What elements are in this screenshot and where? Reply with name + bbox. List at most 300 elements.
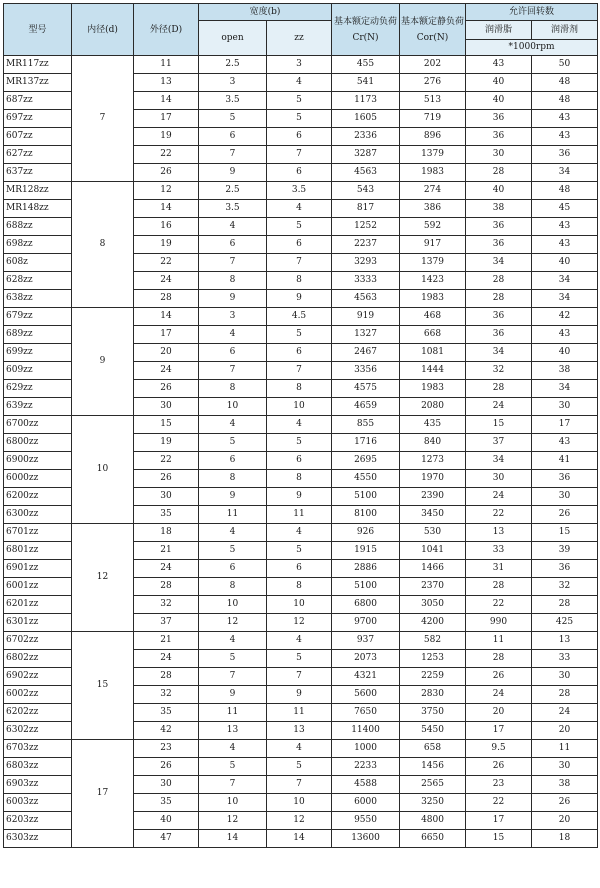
cell-width-zz: 9 — [267, 686, 332, 704]
cell-dynamic-load: 2233 — [332, 758, 400, 776]
cell-model: MR128zz — [4, 182, 72, 200]
cell-width-open: 10 — [199, 596, 267, 614]
cell-width-zz: 7 — [267, 146, 332, 164]
cell-width-open: 7 — [199, 668, 267, 686]
cell-dynamic-load: 11400 — [332, 722, 400, 740]
table-header — [4, 4, 598, 56]
header-width-zz: zz — [267, 21, 332, 56]
cell-model: 6300zz — [4, 506, 72, 524]
table-row — [4, 182, 598, 200]
cell-static-load: 2370 — [400, 578, 466, 596]
cell-static-load: 1253 — [400, 650, 466, 668]
cell-width-open: 5 — [199, 758, 267, 776]
cell-model: 6802zz — [4, 650, 72, 668]
cell-dynamic-load: 13600 — [332, 830, 400, 848]
cell-speed-oil: 34 — [532, 380, 598, 398]
cell-speed-grease: 40 — [466, 92, 532, 110]
cell-width-open: 12 — [199, 614, 267, 632]
cell-speed-grease: 22 — [466, 506, 532, 524]
cell-speed-grease: 22 — [466, 596, 532, 614]
cell-model: 697zz — [4, 110, 72, 128]
cell-width-zz: 3.5 — [267, 182, 332, 200]
cell-dynamic-load: 2237 — [332, 236, 400, 254]
cell-width-open: 5 — [199, 650, 267, 668]
table-row — [4, 416, 598, 434]
cell-width-zz: 8 — [267, 470, 332, 488]
cell-model: 6200zz — [4, 488, 72, 506]
cell-outer-diameter: 30 — [134, 398, 199, 416]
header-oil: 润滑剂 — [532, 21, 598, 40]
cell-width-open: 9 — [199, 164, 267, 182]
cell-model: 6800zz — [4, 434, 72, 452]
cell-width-open: 7 — [199, 254, 267, 272]
cell-width-open: 4 — [199, 740, 267, 758]
cell-dynamic-load: 9700 — [332, 614, 400, 632]
cell-speed-oil: 24 — [532, 704, 598, 722]
cell-width-zz: 5 — [267, 218, 332, 236]
cell-model: MR117zz — [4, 56, 72, 74]
cell-model: 6702zz — [4, 632, 72, 650]
cell-speed-oil: 43 — [532, 326, 598, 344]
cell-width-open: 14 — [199, 830, 267, 848]
cell-model: 6302zz — [4, 722, 72, 740]
cell-width-open: 5 — [199, 434, 267, 452]
cell-model: 638zz — [4, 290, 72, 308]
cell-width-open: 3.5 — [199, 200, 267, 218]
cell-width-open: 10 — [199, 398, 267, 416]
cell-static-load: 2565 — [400, 776, 466, 794]
cell-speed-oil: 43 — [532, 128, 598, 146]
header-dynamic-load: 基本额定动负荷 Cr(N) — [332, 4, 400, 56]
table-row — [4, 632, 598, 650]
cell-outer-diameter: 47 — [134, 830, 199, 848]
cell-static-load: 435 — [400, 416, 466, 434]
cell-width-open: 5 — [199, 542, 267, 560]
cell-dynamic-load: 6000 — [332, 794, 400, 812]
cell-outer-diameter: 28 — [134, 290, 199, 308]
cell-width-open: 2.5 — [199, 56, 267, 74]
cell-speed-grease: 36 — [466, 110, 532, 128]
cell-speed-grease: 36 — [466, 218, 532, 236]
cell-width-open: 4 — [199, 632, 267, 650]
cell-outer-diameter: 32 — [134, 686, 199, 704]
cell-speed-grease: 26 — [466, 758, 532, 776]
cell-speed-oil: 42 — [532, 308, 598, 326]
cell-width-open: 9 — [199, 686, 267, 704]
cell-static-load: 1273 — [400, 452, 466, 470]
cell-static-load: 658 — [400, 740, 466, 758]
cell-width-zz: 5 — [267, 92, 332, 110]
cell-model: 6700zz — [4, 416, 72, 434]
cell-dynamic-load: 2073 — [332, 650, 400, 668]
cell-speed-grease: 11 — [466, 632, 532, 650]
header-width-open: open — [199, 21, 267, 56]
cell-speed-grease: 24 — [466, 488, 532, 506]
cell-static-load: 5450 — [400, 722, 466, 740]
cell-width-zz: 5 — [267, 542, 332, 560]
cell-width-open: 3 — [199, 74, 267, 92]
cell-outer-diameter: 11 — [134, 56, 199, 74]
cell-width-zz: 4 — [267, 200, 332, 218]
header-outer-diameter: 外径(D) — [134, 4, 199, 56]
cell-outer-diameter: 42 — [134, 722, 199, 740]
cell-speed-grease: 20 — [466, 704, 532, 722]
cell-speed-grease: 28 — [466, 578, 532, 596]
cell-outer-diameter: 37 — [134, 614, 199, 632]
cell-dynamic-load: 3333 — [332, 272, 400, 290]
cell-speed-oil: 33 — [532, 650, 598, 668]
cell-model: 6701zz — [4, 524, 72, 542]
cell-width-open: 4 — [199, 218, 267, 236]
cell-outer-diameter: 30 — [134, 488, 199, 506]
cell-speed-oil: 30 — [532, 398, 598, 416]
cell-width-open: 6 — [199, 344, 267, 362]
cell-speed-grease: 15 — [466, 416, 532, 434]
cell-outer-diameter: 19 — [134, 128, 199, 146]
cell-speed-grease: 15 — [466, 830, 532, 848]
cell-width-open: 10 — [199, 794, 267, 812]
cell-width-zz: 13 — [267, 722, 332, 740]
cell-speed-oil: 45 — [532, 200, 598, 218]
cell-speed-grease: 36 — [466, 128, 532, 146]
cell-dynamic-load: 9550 — [332, 812, 400, 830]
cell-speed-grease: 36 — [466, 308, 532, 326]
cell-width-zz: 9 — [267, 488, 332, 506]
cell-static-load: 668 — [400, 326, 466, 344]
bearing-spec-table — [3, 3, 598, 848]
cell-width-zz: 5 — [267, 326, 332, 344]
cell-width-open: 4 — [199, 326, 267, 344]
header-speed-unit: *1000rpm — [466, 40, 598, 56]
cell-speed-grease: 43 — [466, 56, 532, 74]
cell-width-zz: 4 — [267, 74, 332, 92]
cell-model: 679zz — [4, 308, 72, 326]
cell-width-zz: 7 — [267, 668, 332, 686]
cell-dynamic-load: 543 — [332, 182, 400, 200]
cell-static-load: 1970 — [400, 470, 466, 488]
table-row — [4, 524, 598, 542]
cell-inner-diameter: 10 — [72, 416, 134, 524]
cell-speed-grease: 33 — [466, 542, 532, 560]
cell-speed-oil: 30 — [532, 488, 598, 506]
cell-speed-oil: 26 — [532, 794, 598, 812]
cell-static-load: 1456 — [400, 758, 466, 776]
cell-outer-diameter: 17 — [134, 326, 199, 344]
cell-dynamic-load: 1327 — [332, 326, 400, 344]
cell-static-load: 719 — [400, 110, 466, 128]
cell-width-open: 9 — [199, 290, 267, 308]
cell-outer-diameter: 26 — [134, 470, 199, 488]
cell-speed-oil: 43 — [532, 236, 598, 254]
cell-static-load: 513 — [400, 92, 466, 110]
cell-model: 6902zz — [4, 668, 72, 686]
cell-width-open: 6 — [199, 236, 267, 254]
cell-dynamic-load: 937 — [332, 632, 400, 650]
cell-model: 698zz — [4, 236, 72, 254]
cell-width-zz: 10 — [267, 794, 332, 812]
cell-speed-oil: 28 — [532, 596, 598, 614]
cell-static-load: 3750 — [400, 704, 466, 722]
cell-speed-grease: 28 — [466, 290, 532, 308]
cell-width-open: 12 — [199, 812, 267, 830]
cell-speed-grease: 30 — [466, 146, 532, 164]
cell-model: 6703zz — [4, 740, 72, 758]
cell-dynamic-load: 6800 — [332, 596, 400, 614]
cell-speed-oil: 15 — [532, 524, 598, 542]
cell-width-open: 6 — [199, 560, 267, 578]
cell-model: 637zz — [4, 164, 72, 182]
cell-dynamic-load: 5100 — [332, 578, 400, 596]
cell-model: 6303zz — [4, 830, 72, 848]
cell-width-open: 8 — [199, 470, 267, 488]
cell-dynamic-load: 455 — [332, 56, 400, 74]
cell-outer-diameter: 19 — [134, 434, 199, 452]
cell-static-load: 4800 — [400, 812, 466, 830]
cell-static-load: 3250 — [400, 794, 466, 812]
cell-width-open: 7 — [199, 776, 267, 794]
table-row — [4, 56, 598, 74]
cell-width-zz: 12 — [267, 812, 332, 830]
cell-static-load: 1041 — [400, 542, 466, 560]
cell-static-load: 468 — [400, 308, 466, 326]
cell-outer-diameter: 28 — [134, 668, 199, 686]
cell-outer-diameter: 12 — [134, 182, 199, 200]
cell-model: 607zz — [4, 128, 72, 146]
cell-dynamic-load: 2467 — [332, 344, 400, 362]
cell-speed-oil: 34 — [532, 164, 598, 182]
cell-width-open: 8 — [199, 578, 267, 596]
cell-static-load: 6650 — [400, 830, 466, 848]
cell-dynamic-load: 1716 — [332, 434, 400, 452]
cell-speed-grease: 37 — [466, 434, 532, 452]
cell-speed-oil: 48 — [532, 92, 598, 110]
cell-model: 699zz — [4, 344, 72, 362]
cell-width-zz: 11 — [267, 506, 332, 524]
cell-speed-oil: 36 — [532, 146, 598, 164]
cell-speed-grease: 34 — [466, 452, 532, 470]
cell-static-load: 1466 — [400, 560, 466, 578]
cell-width-open: 8 — [199, 380, 267, 398]
cell-static-load: 1423 — [400, 272, 466, 290]
cell-width-zz: 4.5 — [267, 308, 332, 326]
cell-speed-oil: 43 — [532, 110, 598, 128]
cell-model: 628zz — [4, 272, 72, 290]
cell-width-zz: 6 — [267, 344, 332, 362]
cell-speed-oil: 18 — [532, 830, 598, 848]
cell-width-open: 7 — [199, 146, 267, 164]
cell-outer-diameter: 18 — [134, 524, 199, 542]
cell-speed-oil: 32 — [532, 578, 598, 596]
cell-model: 609zz — [4, 362, 72, 380]
cell-width-zz: 6 — [267, 236, 332, 254]
cell-speed-oil: 17 — [532, 416, 598, 434]
cell-speed-oil: 40 — [532, 344, 598, 362]
cell-outer-diameter: 24 — [134, 560, 199, 578]
cell-dynamic-load: 2695 — [332, 452, 400, 470]
cell-width-zz: 8 — [267, 380, 332, 398]
cell-dynamic-load: 855 — [332, 416, 400, 434]
cell-outer-diameter: 28 — [134, 578, 199, 596]
cell-speed-oil: 48 — [532, 182, 598, 200]
cell-dynamic-load: 4563 — [332, 290, 400, 308]
cell-inner-diameter: 7 — [72, 56, 134, 182]
cell-model: 6202zz — [4, 704, 72, 722]
cell-static-load: 530 — [400, 524, 466, 542]
cell-outer-diameter: 21 — [134, 632, 199, 650]
header-grease: 润滑脂 — [466, 21, 532, 40]
cell-speed-grease: 38 — [466, 200, 532, 218]
header-width: 宽度(b) — [199, 4, 332, 21]
cell-outer-diameter: 13 — [134, 74, 199, 92]
cell-dynamic-load: 1000 — [332, 740, 400, 758]
cell-outer-diameter: 20 — [134, 344, 199, 362]
cell-width-zz: 4 — [267, 632, 332, 650]
cell-inner-diameter: 8 — [72, 182, 134, 308]
cell-width-zz: 4 — [267, 740, 332, 758]
cell-width-zz: 6 — [267, 128, 332, 146]
cell-model: 629zz — [4, 380, 72, 398]
cell-dynamic-load: 3287 — [332, 146, 400, 164]
cell-outer-diameter: 17 — [134, 110, 199, 128]
cell-width-open: 11 — [199, 704, 267, 722]
cell-width-open: 2.5 — [199, 182, 267, 200]
cell-speed-grease: 40 — [466, 74, 532, 92]
cell-model: 6203zz — [4, 812, 72, 830]
cell-static-load: 386 — [400, 200, 466, 218]
cell-static-load: 592 — [400, 218, 466, 236]
cell-speed-grease: 30 — [466, 470, 532, 488]
cell-dynamic-load: 5600 — [332, 686, 400, 704]
cell-speed-oil: 38 — [532, 362, 598, 380]
cell-model: 6803zz — [4, 758, 72, 776]
cell-width-zz: 4 — [267, 416, 332, 434]
cell-static-load: 2080 — [400, 398, 466, 416]
cell-speed-grease: 40 — [466, 182, 532, 200]
cell-outer-diameter: 35 — [134, 794, 199, 812]
cell-width-open: 4 — [199, 416, 267, 434]
cell-static-load: 1379 — [400, 254, 466, 272]
cell-speed-grease: 31 — [466, 560, 532, 578]
cell-static-load: 582 — [400, 632, 466, 650]
cell-outer-diameter: 22 — [134, 254, 199, 272]
cell-dynamic-load: 1252 — [332, 218, 400, 236]
cell-static-load: 1379 — [400, 146, 466, 164]
cell-outer-diameter: 26 — [134, 380, 199, 398]
cell-speed-oil: 20 — [532, 812, 598, 830]
cell-width-open: 5 — [199, 110, 267, 128]
cell-speed-grease: 24 — [466, 398, 532, 416]
header-model: 型号 — [4, 4, 72, 56]
cell-speed-grease: 28 — [466, 272, 532, 290]
header-static-load: 基本额定静负荷 Cor(N) — [400, 4, 466, 56]
cell-speed-grease: 26 — [466, 668, 532, 686]
cell-model: 6801zz — [4, 542, 72, 560]
cell-inner-diameter: 17 — [72, 740, 134, 848]
cell-dynamic-load: 4563 — [332, 164, 400, 182]
cell-speed-oil: 34 — [532, 272, 598, 290]
cell-speed-oil: 43 — [532, 434, 598, 452]
cell-outer-diameter: 26 — [134, 758, 199, 776]
cell-dynamic-load: 2336 — [332, 128, 400, 146]
cell-speed-grease: 36 — [466, 236, 532, 254]
cell-model: 688zz — [4, 218, 72, 236]
cell-outer-diameter: 30 — [134, 776, 199, 794]
cell-outer-diameter: 40 — [134, 812, 199, 830]
cell-outer-diameter: 14 — [134, 92, 199, 110]
cell-model: MR148zz — [4, 200, 72, 218]
cell-speed-grease: 9.5 — [466, 740, 532, 758]
cell-width-open: 7 — [199, 362, 267, 380]
header-speed: 允许回转数 — [466, 4, 598, 21]
cell-model: 6201zz — [4, 596, 72, 614]
cell-speed-grease: 23 — [466, 776, 532, 794]
cell-outer-diameter: 14 — [134, 308, 199, 326]
cell-width-zz: 6 — [267, 452, 332, 470]
table-body — [4, 56, 598, 848]
cell-width-zz: 5 — [267, 110, 332, 128]
cell-static-load: 840 — [400, 434, 466, 452]
cell-dynamic-load: 5100 — [332, 488, 400, 506]
header-inner-diameter: 内径(d) — [72, 4, 134, 56]
cell-static-load: 1983 — [400, 164, 466, 182]
cell-static-load: 2830 — [400, 686, 466, 704]
cell-width-open: 6 — [199, 128, 267, 146]
cell-speed-grease: 28 — [466, 380, 532, 398]
cell-speed-oil: 36 — [532, 560, 598, 578]
spec-sheet — [3, 3, 598, 848]
cell-model: 6903zz — [4, 776, 72, 794]
cell-outer-diameter: 26 — [134, 164, 199, 182]
cell-static-load: 3450 — [400, 506, 466, 524]
cell-static-load: 274 — [400, 182, 466, 200]
cell-width-zz: 5 — [267, 650, 332, 668]
cell-dynamic-load: 4575 — [332, 380, 400, 398]
cell-outer-diameter: 24 — [134, 272, 199, 290]
cell-dynamic-load: 4321 — [332, 668, 400, 686]
cell-inner-diameter: 12 — [72, 524, 134, 632]
cell-speed-oil: 41 — [532, 452, 598, 470]
cell-model: 6003zz — [4, 794, 72, 812]
cell-dynamic-load: 8100 — [332, 506, 400, 524]
cell-width-zz: 7 — [267, 776, 332, 794]
cell-width-zz: 4 — [267, 524, 332, 542]
cell-speed-grease: 24 — [466, 686, 532, 704]
cell-model: 6000zz — [4, 470, 72, 488]
cell-static-load: 276 — [400, 74, 466, 92]
cell-speed-oil: 34 — [532, 290, 598, 308]
cell-speed-oil: 30 — [532, 668, 598, 686]
cell-speed-oil: 36 — [532, 470, 598, 488]
cell-width-zz: 5 — [267, 758, 332, 776]
cell-model: 6901zz — [4, 560, 72, 578]
cell-dynamic-load: 541 — [332, 74, 400, 92]
cell-width-zz: 7 — [267, 362, 332, 380]
cell-outer-diameter: 21 — [134, 542, 199, 560]
cell-model: 627zz — [4, 146, 72, 164]
cell-width-open: 11 — [199, 506, 267, 524]
cell-speed-grease: 28 — [466, 650, 532, 668]
cell-outer-diameter: 14 — [134, 200, 199, 218]
cell-model: 6001zz — [4, 578, 72, 596]
cell-static-load: 896 — [400, 128, 466, 146]
cell-speed-oil: 39 — [532, 542, 598, 560]
cell-speed-grease: 22 — [466, 794, 532, 812]
cell-speed-grease: 34 — [466, 344, 532, 362]
cell-width-zz: 14 — [267, 830, 332, 848]
cell-speed-oil: 48 — [532, 74, 598, 92]
cell-outer-diameter: 23 — [134, 740, 199, 758]
cell-dynamic-load: 1173 — [332, 92, 400, 110]
